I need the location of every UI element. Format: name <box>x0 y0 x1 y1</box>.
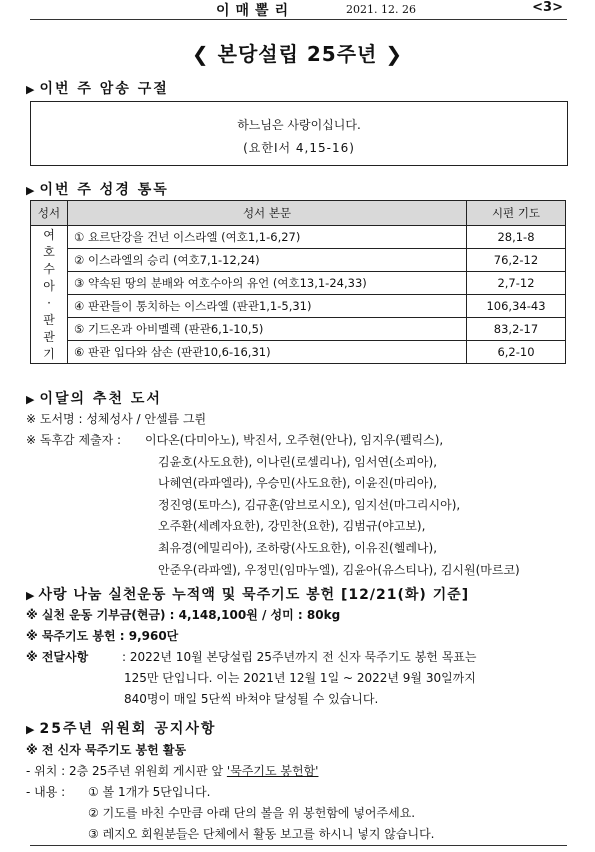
rosary-box-name: '묵주기도 봉헌함' <box>226 764 319 778</box>
section-bible-reading-heading <box>26 179 169 199</box>
triangle-bullet-icon: ▶ <box>26 589 36 602</box>
reading-text-cell: ② 이스라엘의 승리 (여호7,1-12,24) <box>68 249 467 272</box>
location-prefix: - 위치 : 2층 25주년 위원회 게시판 앞 <box>26 764 227 778</box>
notice-line: 840명이 매일 5단씩 바쳐야 달성될 수 있습니다. <box>124 692 379 706</box>
section-books-heading <box>26 388 162 408</box>
content-line: ③ 레지오 회원분들은 단체에서 활동 보고를 하시니 넣지 않습니다. <box>88 827 435 841</box>
table-row <box>31 226 566 249</box>
table-row <box>31 318 566 341</box>
reviewers-label: ※ 독후감 제출자 : <box>26 433 122 447</box>
reading-text-cell: ① 요르단강을 건넌 이스라엘 (여호1,1-6,27) <box>68 226 467 249</box>
notice-label: ※ 전달사항 <box>26 650 89 664</box>
triangle-bullet-icon: ▶ <box>26 393 37 406</box>
table-row <box>31 249 566 272</box>
memory-verse-reference: (요한Ⅰ서 4,15-16) <box>243 141 355 155</box>
section-memory-verse-heading <box>26 78 169 98</box>
notice-line: : 2022년 10월 본당설립 25주년까지 전 신자 묵주기도 봉헌 목표는 <box>122 650 477 664</box>
section-heading-text: 이번 주 암송 구절 <box>39 81 169 97</box>
triangle-bullet-icon: ▶ <box>26 83 37 96</box>
memory-verse-box <box>30 101 568 166</box>
bible-reading-table <box>30 200 566 364</box>
triangle-bullet-icon: ▶ <box>26 723 37 736</box>
triangle-bullet-icon: ▶ <box>26 184 37 197</box>
memory-verse-text: 하느님은 사랑이십니다. <box>237 118 361 132</box>
page-header <box>30 0 567 20</box>
rosary-line: ※ 묵주기도 봉헌 : 9,960단 <box>26 629 179 643</box>
content-line: ① 볼 1개가 5단입니다. <box>88 785 211 799</box>
donation-line: ※ 실천 운동 기부금(현금) : 4,148,100원 / 성미 : 80kg <box>26 608 341 622</box>
reviewer-line: 정진영(토마스), 김규훈(암브로시오), 임지선(마그리시아), <box>158 497 461 512</box>
section-heading-text: 사랑 나눔 실천운동 누적액 및 묵주기도 봉헌 [12/21(화) 기준] <box>38 587 470 603</box>
reading-text-cell: ③ 약속된 땅의 분배와 여호수아의 유언 (여호13,1-24,33) <box>68 272 467 295</box>
notice-line: 125만 단입니다. 이는 2021년 12월 1일 ~ 2022년 9월 30일까지 <box>124 671 476 685</box>
content-prefix: - 내용 : <box>26 785 66 799</box>
page-title: ❮ 본당설립 25주년 ❯ <box>191 42 404 66</box>
publication-name: 이매뽈리 <box>216 3 295 19</box>
section-heading-text: 25주년 위원회 공지사항 <box>39 721 217 737</box>
location-line <box>26 761 318 782</box>
section-sharing-heading <box>26 584 469 604</box>
psalm-cell: 106,34-43 <box>467 295 566 318</box>
section-committee-heading <box>26 718 216 738</box>
section-heading-text: 이달의 추천 도서 <box>39 391 162 407</box>
psalm-cell: 28,1-8 <box>467 226 566 249</box>
header-rule <box>30 19 567 20</box>
psalm-cell: 83,2-17 <box>467 318 566 341</box>
psalm-cell: 6,2-10 <box>467 341 566 364</box>
issue-date: 2021. 12. 26 <box>346 3 416 16</box>
table-row <box>31 341 566 364</box>
column-header-psalm: 시편 기도 <box>467 201 566 226</box>
column-header-text: 성서 본문 <box>68 201 467 226</box>
reading-text-cell: ⑤ 기드온과 아비멜렉 (판관6,1-10,5) <box>68 318 467 341</box>
section-heading-text: 이번 주 성경 통독 <box>39 182 169 198</box>
reviewer-line: 나혜연(라파엘라), 우승민(사도요한), 이윤진(마리아), <box>158 476 438 491</box>
reviewer-line: 이다온(다미아노), 박진서, 오주현(안나), 임지우(펠릭스), <box>145 433 444 447</box>
book-title-line: ※ 도서명 : 성체성사 / 안셀름 그륀 <box>26 412 207 426</box>
page-number: <3> <box>532 0 563 15</box>
content-line: ② 기도를 바친 수만큼 아래 단의 볼을 위 봉헌함에 넣어주세요. <box>88 806 416 820</box>
reviewer-line: 김윤호(사도요한), 이나린(로셀리나), 임서연(소피아), <box>158 454 438 469</box>
psalm-cell: 76,2-12 <box>467 249 566 272</box>
book-name-cell: 여 호 수 아 · 판 관 기 <box>31 226 68 364</box>
table-row <box>31 272 566 295</box>
footer-rule <box>30 845 567 846</box>
table-row <box>31 295 566 318</box>
reading-text-cell: ④ 판관들이 통치하는 이스라엘 (판관1,1-5,31) <box>68 295 467 318</box>
reviewer-line: 최유경(에밀리아), 조하랑(사도요한), 이유진(헬레나), <box>158 541 438 555</box>
psalm-cell: 2,7-12 <box>467 272 566 295</box>
reviewer-line: 오주환(세례자요한), 강민찬(요한), 김범규(야고보), <box>158 519 426 534</box>
table-header-row <box>31 201 566 226</box>
committee-subheading: ※ 전 신자 묵주기도 봉헌 활동 <box>26 743 187 757</box>
column-header-book: 성서 <box>31 201 68 226</box>
reading-text-cell: ⑥ 판관 입다와 삼손 (판관10,6-16,31) <box>68 341 467 364</box>
reviewer-line: 안준우(라파엘), 우정민(임마누엘), 김윤아(유스티나), 김시원(마르코) <box>158 562 520 577</box>
